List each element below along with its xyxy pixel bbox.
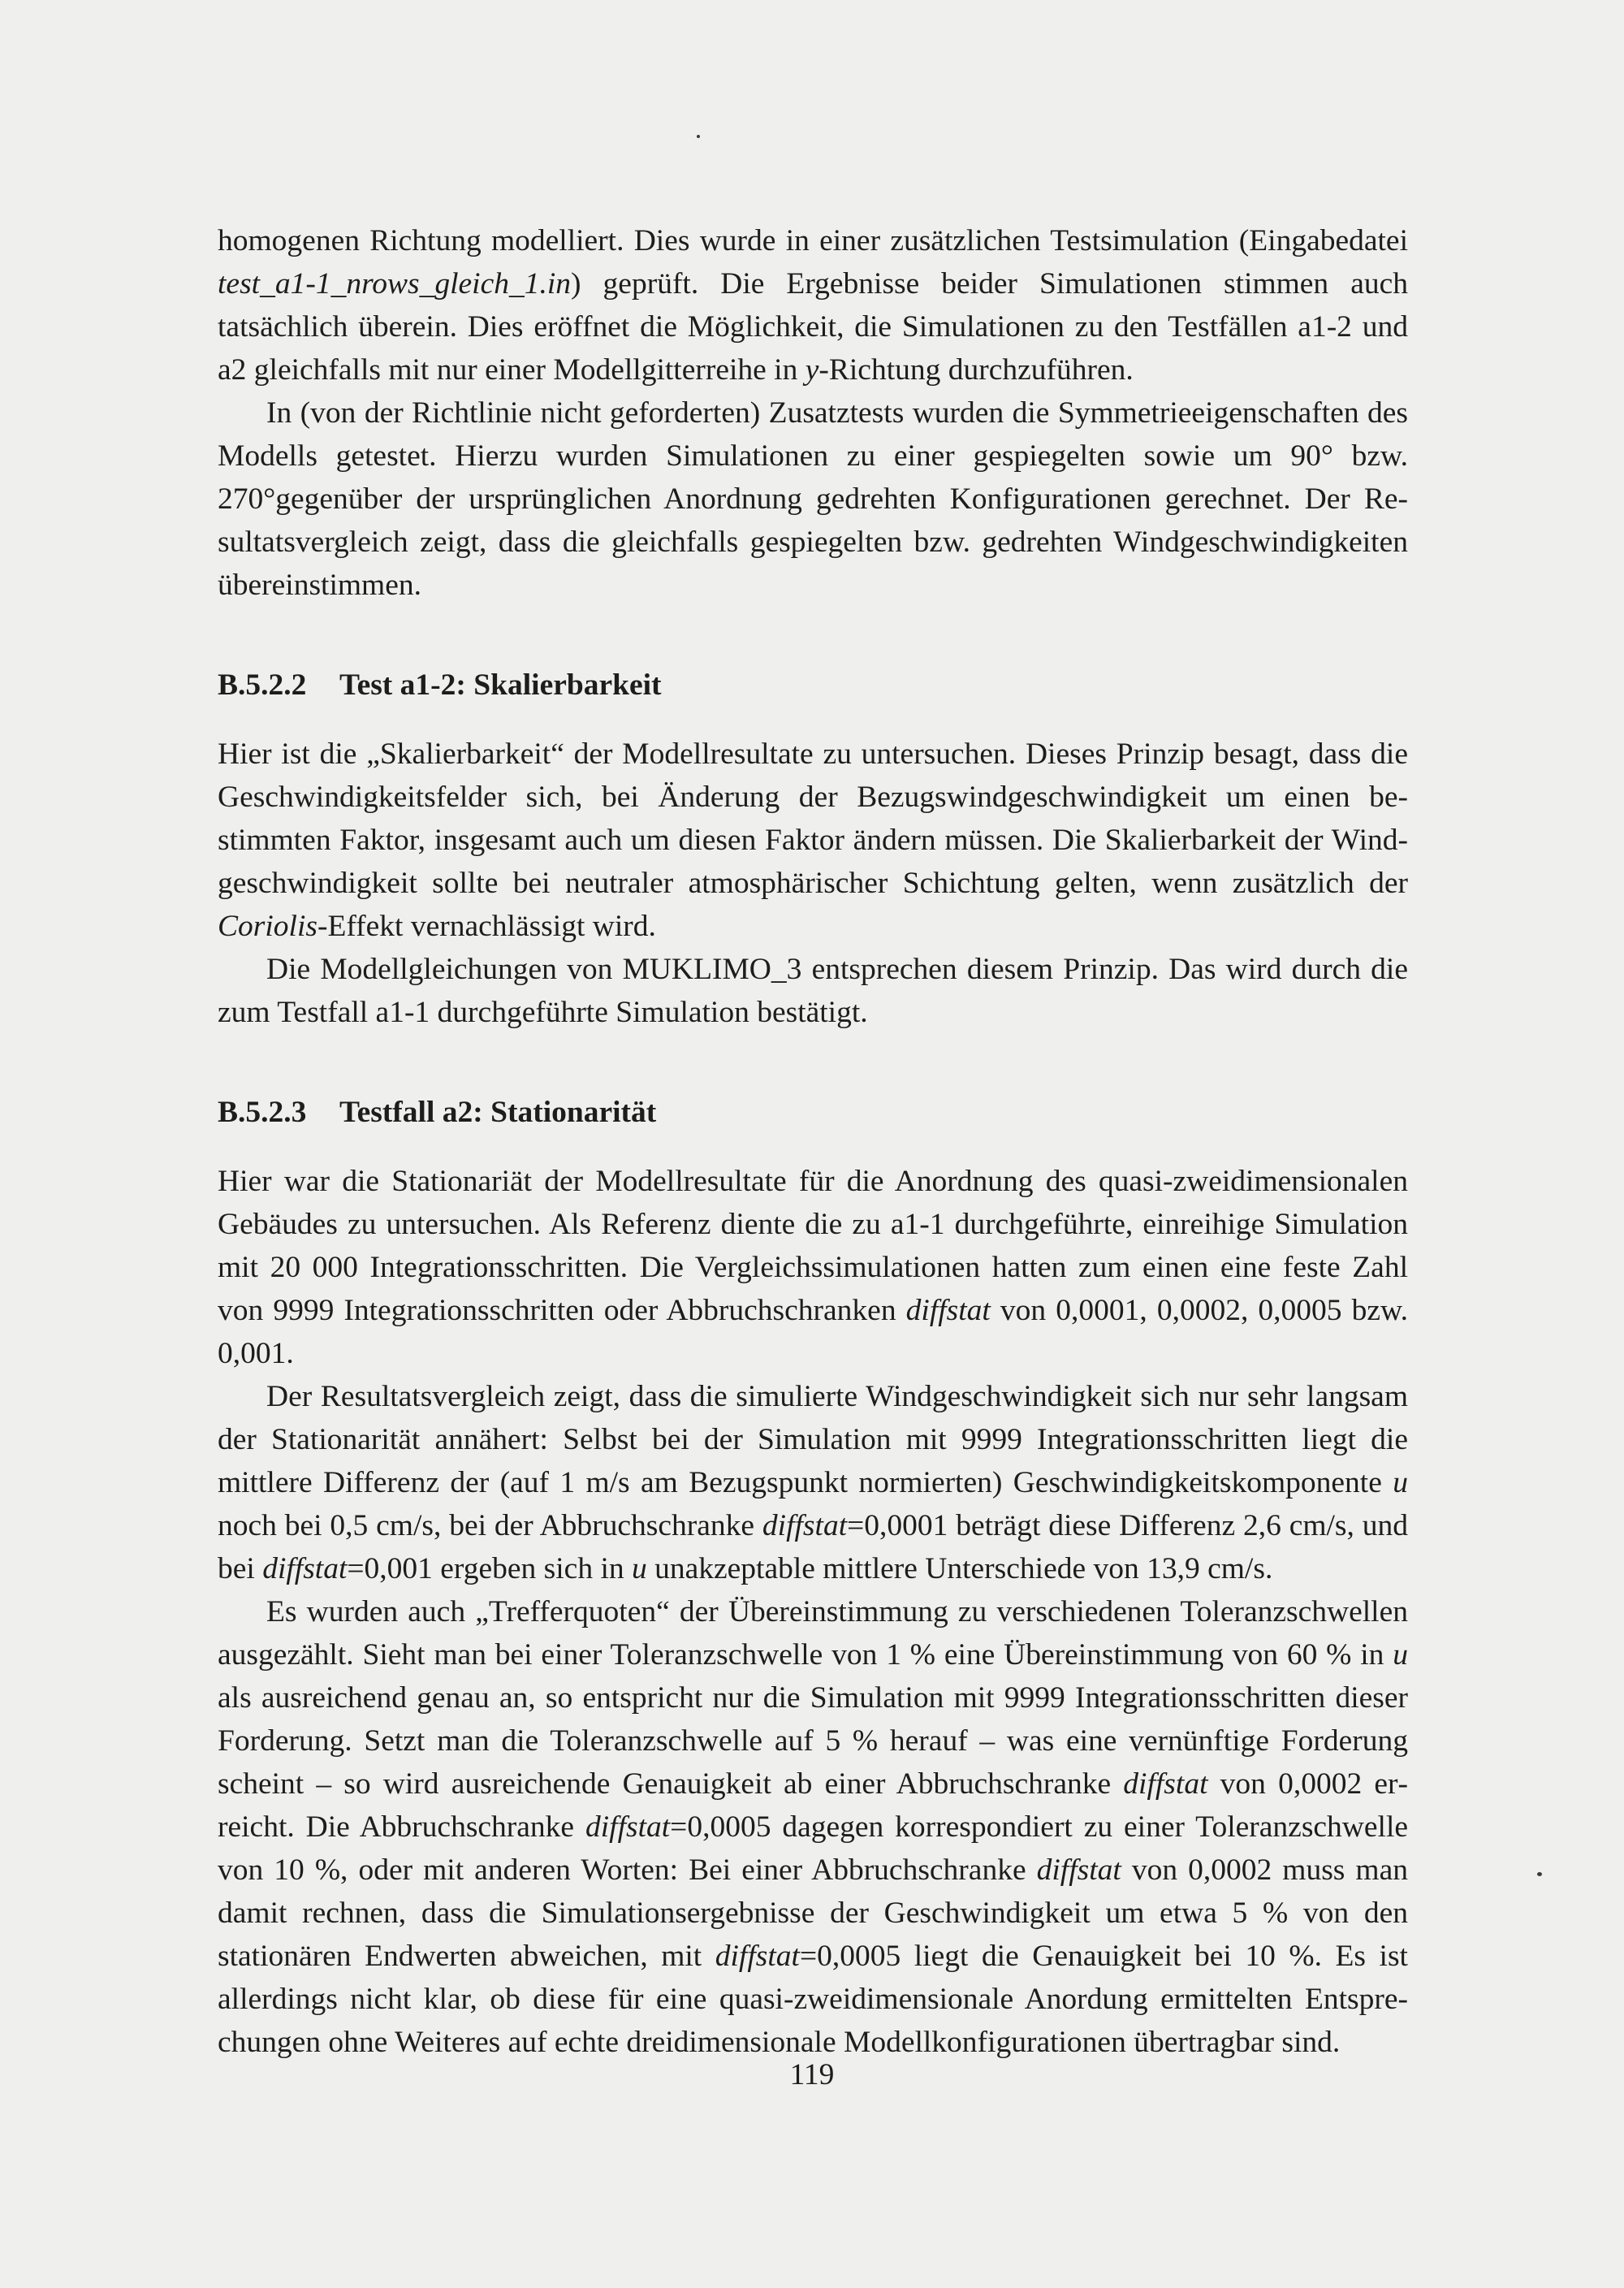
text-run: In (von der Richtlinie nicht geforderten) Zusatztests wurden die Symmetrieeigenschaften des Modells getestet. Hierzu wurden Simulationen zu einer gespiegelten sowie um 90° bzw. 270°gegenüber der ursprünglichen Anordnung gedrehten Konfigurationen gerechnet. Der Resultatsvergleich zeigt, dass die gleichfalls gespiegelten bzw. gedrehten Windgeschwindigkeiten übereinstimmen. — [218, 396, 1408, 602]
text-run: unakzeptable mittlere Unterschiede von 13,9 cm/s. — [646, 1552, 1273, 1585]
text-run: Der Resultatsvergleich zeigt, dass die simulierte Windgeschwindigkeit sich nur sehr langsam der Stationarität annähert: Selbst bei der Simulation mit 9999 Integrationsschritten liegt die mittlere Differenz der (auf 1 m/s am Bezugspunkt normierten) Geschwindigkeitskomponente — [218, 1380, 1408, 1499]
section-title: Testfall a2: Stationarität — [339, 1096, 657, 1129]
italic-text: u — [1393, 1466, 1408, 1499]
text-run: von 0,0002 erreicht. Die Abbruchschranke — [218, 1767, 1408, 1844]
italic-text: diffstat — [262, 1552, 348, 1585]
italic-text: diffstat — [585, 1810, 671, 1844]
paragraph — [218, 219, 1408, 391]
section-number: B.5.2.2 — [218, 668, 307, 702]
italic-text: diffstat — [715, 1940, 800, 1973]
page-body — [218, 219, 1408, 2064]
text-run: von 0,0001, 0,0002, 0,0005 bzw. 0,001. — [218, 1294, 1409, 1370]
text-run: noch bei 0,5 cm/s, bei der Abbruchschranke — [218, 1509, 762, 1542]
italic-text: diffstat — [905, 1294, 991, 1327]
paragraph — [218, 1160, 1408, 1375]
section-intro — [218, 219, 1408, 607]
text-run: homogenen Richtung modelliert. Dies wurde in einer zusätzlichen Testsimulation (Eingabedatei — [218, 224, 1408, 257]
text-run: Hier ist die „Skalierbarkeit“ der Modellresultate zu untersuchen. Dieses Prinzip besagt, dass die Geschwindigkeitsfelder sich, bei Änderung der Bezugswindgeschwindigkeit um einen bestimmten Faktor, insgesamt auch um diesen Faktor ändern müssen. Die Skalierbarkeit der Windgeschwindigkeit sollte bei neutraler atmosphärischer Schichtung gelten, wenn zusätzlich der — [218, 737, 1408, 900]
text-run: -Richtung durchzuführen. — [818, 353, 1134, 387]
italic-text: u — [631, 1552, 647, 1585]
italic-text: diffstat — [1123, 1767, 1208, 1801]
text-run: von 0,0002 muss man damit rechnen, dass die Simulationsergebnisse der Geschwindigkeit um etwa 5 % von den stationären Endwerten abweichen, mit — [218, 1853, 1408, 1973]
text-run: als ausreichend genau an, so entspricht nur die Simulation mit 9999 Integrationsschritten dieser Forderung. Setzt man die Toleranzschwelle auf 5 % herauf – was eine vernünftige Forderung scheint – so wird ausreichende Genauigkeit ab einer Abbruchschranke — [218, 1681, 1408, 1801]
text-run: =0,0005 liegt die Genauigkeit bei 10 %. Es ist allerdings nicht klar, ob diese für eine quasi-zweidimensionale Anordung ermittelten Entsprechungen ohne Weiteres auf echte dreidimensionale Modellkonfigurationen übertragbar sind. — [218, 1940, 1408, 2059]
section-heading — [218, 664, 1408, 707]
page-number: 119 — [789, 2058, 835, 2091]
text-run: Hier war die Stationariät der Modellresultate für die Anordnung des quasi-zweidimensionalen Gebäudes zu untersuchen. Als Referenz diente die zu a1-1 durchgeführte, einreihige Simulation mit 20 000 Integrationsschritten. Die Vergleichssimulationen hatten zum einen eine feste Zahl von 9999 Integrationsschritten oder Abbruchschranken — [218, 1165, 1408, 1327]
paragraph — [218, 1375, 1408, 1590]
scan-speck — [1537, 1872, 1542, 1876]
text-run: ) geprüft. Die Ergebnisse beider Simulationen stimmen auch tatsächlich überein. Dies eröffnet die Möglichkeit, die Simulationen zu den Testfällen a1-2 und a2 gleichfalls mit nur einer Modellgitterreihe in — [218, 267, 1408, 387]
italic-text: test_a1-1_nrows_gleich_1.in — [218, 267, 572, 301]
text-run: =0,0005 dagegen korrespondiert zu einer Toleranzschwelle von 10 %, oder mit anderen Worten: Bei einer Abbruchschranke — [218, 1810, 1409, 1887]
section-b-5-2-3 — [218, 1091, 1408, 2064]
italic-text: diffstat — [762, 1509, 848, 1542]
italic-text: Coriolis — [218, 910, 317, 943]
paragraph — [218, 391, 1408, 607]
paragraph — [218, 1590, 1408, 2064]
section-title: Test a1-2: Skalierbarkeit — [339, 668, 662, 702]
italic-text: diffstat — [1036, 1853, 1121, 1887]
section-number: B.5.2.3 — [218, 1096, 307, 1129]
text-run: Es wurden auch „Trefferquoten“ der Übereinstimmung zu verschiedenen Toleranzschwellen ausgezählt. Sieht man bei einer Toleranzschwelle von 1 % eine Übereinstimmung von 60 % in — [218, 1595, 1408, 1672]
section-heading — [218, 1091, 1408, 1134]
scan-speck — [697, 135, 700, 138]
italic-text: u — [1393, 1638, 1408, 1672]
paragraph — [218, 733, 1408, 948]
text-run: -Effekt vernachlässigt wird. — [317, 910, 656, 943]
text-run: =0,0001 beträgt diese Differenz 2,6 cm/s, und bei — [218, 1509, 1409, 1585]
text-run: Die Modellgleichungen von MUKLIMO_3 entsprechen diesem Prinzip. Das wird durch die zum Testfall a1-1 durchgeführte Simulation bestätigt. — [218, 953, 1408, 1029]
paragraph — [218, 948, 1408, 1034]
text-run: =0,001 ergeben sich in — [347, 1552, 632, 1585]
italic-text: y — [805, 353, 819, 387]
section-b-5-2-2 — [218, 664, 1408, 1034]
